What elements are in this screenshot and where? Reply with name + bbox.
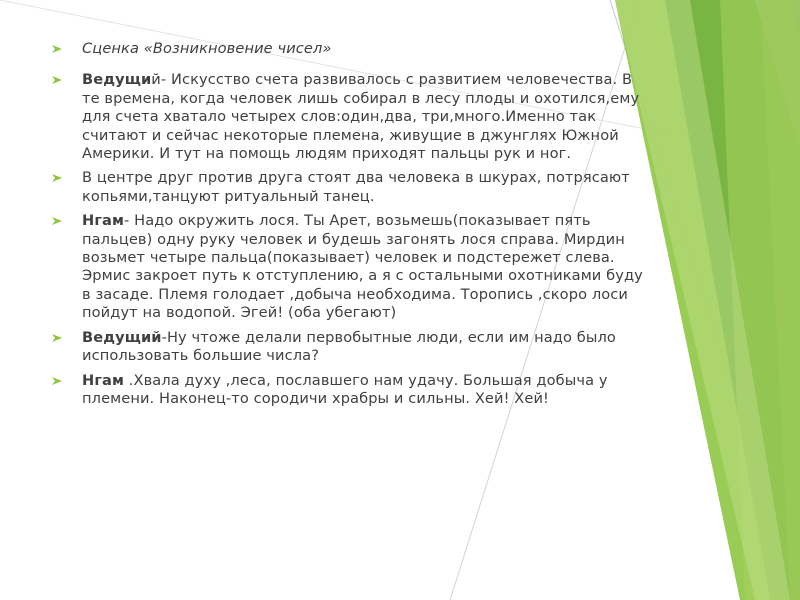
speaker-name: Ведущий xyxy=(82,328,162,346)
speaker-name: Ведущи xyxy=(82,71,152,89)
paragraph xyxy=(52,329,652,366)
triangle-arrow-icon xyxy=(52,333,62,343)
triangle-arrow-icon xyxy=(52,75,62,85)
paragraph-text: - Надо окружить лося. Ты Арет, возьмешь(показывает пять пальцев) одну руку человек и будешь загонять лося справа. Мирдин возьмет четыре пальца(показывает) человек и подстережет слева. Эрмис закроет путь к отступлению, а я с остальными охотниками буду в засаде. Племя голодает ,добыча необходима. Торопись ,скоро лоси пойдут на водопой. Эгей! (оба убегают) xyxy=(82,212,643,322)
speaker-name: Нгам xyxy=(82,371,125,389)
paragraph-text: й- Искусство счета развивалось с развитием человечества. В те времена, когда человек лишь собирал в лесу плоды и охотился,ему для счета хватало четырех слов:один,два, три,много.Именно так считают и сейчас некоторые племена, живущие в джунглях Южной Америки. И тут на помощь людям приходят пальцы рук и ног. xyxy=(82,71,640,163)
slide-content xyxy=(52,40,652,414)
paragraph-text: .Хвала духу ,леса, пославшего нам удачу. Большая добыча у племени. Наконец-то сородичи храбры и сильны. Хей! Хей! xyxy=(82,371,608,407)
triangle-arrow-icon xyxy=(52,44,62,54)
slide-title: Сценка «Возникновение чисел» xyxy=(82,40,332,57)
title-paragraph xyxy=(52,40,652,58)
paragraph-text: -Ну чтоже делали первобытные люди, если им надо было использовать большие числа? xyxy=(82,328,616,365)
triangle-arrow-icon xyxy=(52,376,62,386)
paragraph xyxy=(52,372,652,409)
triangle-arrow-icon xyxy=(52,216,62,226)
paragraph xyxy=(52,169,652,206)
paragraph-text: В центре друг против друга стоят два человека в шкурах, потрясают копьями,танцуют ритуальный танец. xyxy=(82,169,630,205)
paragraph xyxy=(52,71,652,163)
paragraph xyxy=(52,212,652,322)
speaker-name: Нгам xyxy=(82,212,125,230)
triangle-arrow-icon xyxy=(52,173,62,183)
